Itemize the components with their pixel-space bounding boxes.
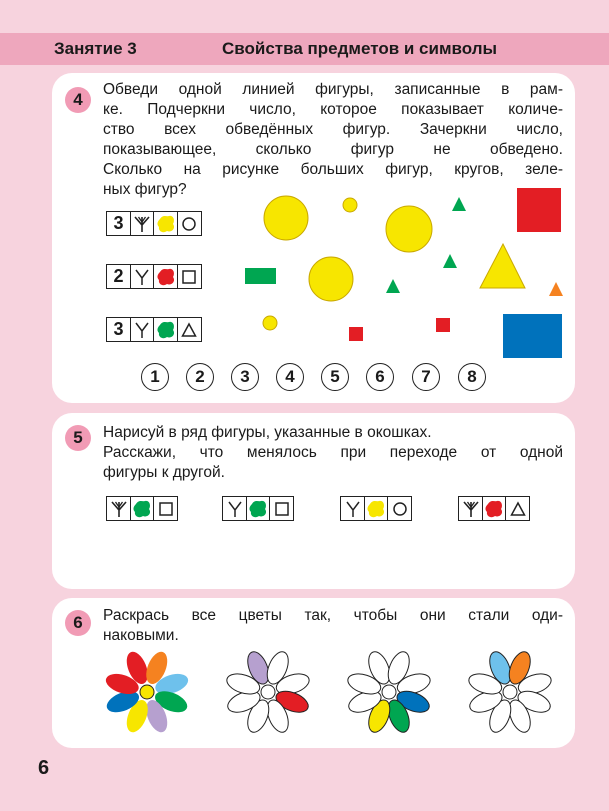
page-number: 6	[38, 757, 50, 779]
text-line: Раскрась все цветы так, чтобы они стали оди-	[103, 607, 563, 624]
text-line: ных фигур?	[103, 181, 187, 198]
coloring-flower[interactable]	[224, 649, 311, 735]
count-cell: 2	[106, 264, 131, 289]
flower-center[interactable]	[261, 685, 275, 699]
text-line: Сколько на рисунке больших фигур, кругов, зеле-	[103, 161, 563, 178]
number-choice-2[interactable]: 2	[186, 363, 214, 391]
text-line: ке. Подчеркни число, которое показывает количе-	[103, 101, 563, 118]
task-6-number: 6	[65, 610, 91, 636]
coloring-flower[interactable]	[466, 649, 553, 735]
text-line: Расскажи, что менялось при переходе от одной	[103, 444, 563, 461]
page-title: Свойства предметов и символы	[222, 39, 498, 58]
task-5-number: 5	[65, 425, 91, 451]
text-line: наковыми.	[103, 627, 179, 644]
flower-center[interactable]	[382, 685, 396, 699]
task-4-number: 4	[65, 87, 91, 113]
coloring-flower[interactable]	[345, 649, 432, 735]
text-line: ство всех обведённых фигур. Зачеркни число,	[103, 121, 563, 138]
text-line: Нарисуй в ряд фигуры, указанные в окошках.	[103, 424, 432, 441]
number-choice-3[interactable]: 3	[231, 363, 259, 391]
number-choice-8[interactable]: 8	[458, 363, 486, 391]
number-choice-4[interactable]: 4	[276, 363, 304, 391]
flower-center	[140, 685, 154, 699]
sample-flower	[103, 649, 190, 735]
lesson-label: Занятие 3	[54, 39, 137, 58]
number-choice-5[interactable]: 5	[321, 363, 349, 391]
count-cell: 3	[106, 211, 131, 236]
text-line: Обведи одной линией фигуры, записанные в рам-	[103, 81, 563, 98]
number-choice-6[interactable]: 6	[366, 363, 394, 391]
text-line: показывающее, сколько фигур не обведено.	[103, 141, 563, 158]
number-choice-7[interactable]: 7	[412, 363, 440, 391]
number-choice-1[interactable]: 1	[141, 363, 169, 391]
flower-center[interactable]	[503, 685, 517, 699]
count-cell: 3	[106, 317, 131, 342]
text-line: фигуры к другой.	[103, 464, 225, 481]
